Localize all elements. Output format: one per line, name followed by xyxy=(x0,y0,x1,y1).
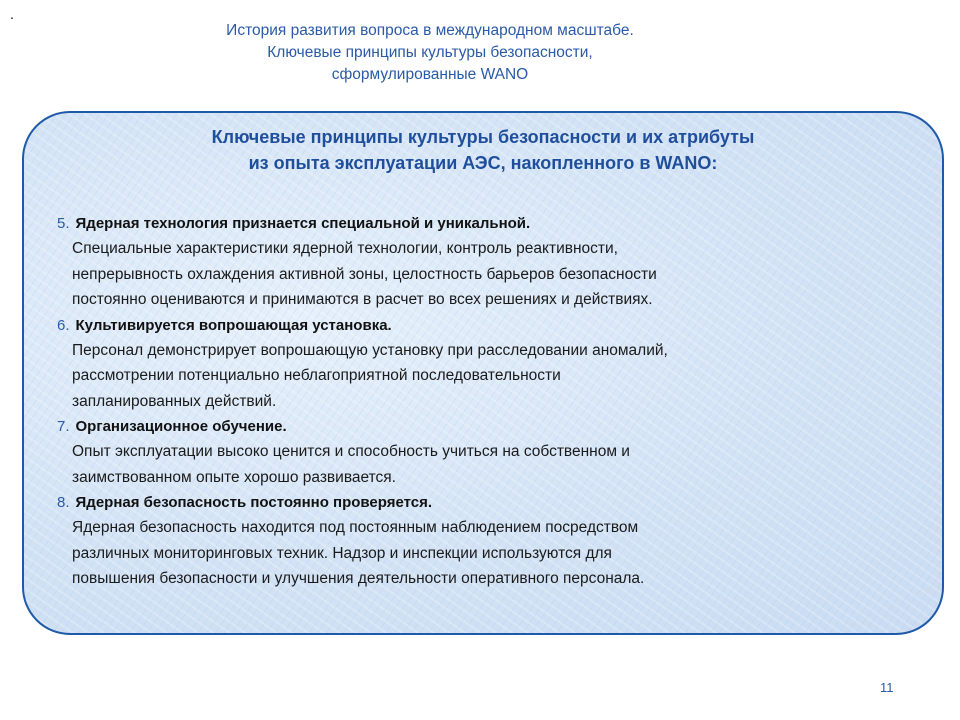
principle-item-8 xyxy=(57,490,917,592)
principle-description xyxy=(57,236,917,313)
principles-panel xyxy=(22,111,944,635)
principle-heading xyxy=(57,490,917,515)
description-line: Специальные характеристики ядерной технологии, контроль реактивности, xyxy=(72,240,618,257)
header-line: История развития вопроса в международном масштабе. xyxy=(226,22,634,39)
principle-number: 6. xyxy=(57,316,70,334)
principle-number: 5. xyxy=(57,215,70,232)
corner-mark: . xyxy=(10,6,14,22)
header-line: сформулированные WANO xyxy=(331,66,529,83)
description-line: различных мониторинговых техник. Надзор и инспекции используются для xyxy=(72,544,612,562)
principle-title: Ядерная технология признается специальной и уникальной. xyxy=(75,215,531,232)
panel-title-line: из опыта эксплуатации АЭС, накопленного в WANO: xyxy=(248,153,718,173)
description-line: заимствованном опыте хорошо развивается. xyxy=(72,468,396,486)
principle-item-6 xyxy=(57,313,917,415)
principle-description xyxy=(57,338,917,415)
description-line: рассмотрении потенциально неблагоприятной последовательности xyxy=(72,367,561,384)
description-line: Персонал демонстрирует вопрошающую установку при расследовании аномалий, xyxy=(72,341,668,359)
principle-item-5 xyxy=(57,211,917,313)
principle-title: Ядерная безопасность постоянно проверяется. xyxy=(75,494,433,511)
description-line: повышения безопасности и улучшения деятельности оперативного персонала. xyxy=(72,570,645,587)
description-line: постоянно оцениваются и принимаются в расчет во всех решениях и действиях. xyxy=(72,291,653,308)
principle-description xyxy=(57,439,917,490)
principle-title: Организационное обучение. xyxy=(75,418,287,435)
description-line: Опыт эксплуатации высоко ценится и способность учиться на собственном и xyxy=(72,443,630,460)
principle-number: 7. xyxy=(57,418,70,435)
principle-item-7 xyxy=(57,414,917,490)
panel-title xyxy=(24,124,942,176)
principle-heading xyxy=(57,414,917,439)
description-line: непрерывность охлаждения активной зоны, целостность барьеров безопасности xyxy=(72,265,657,283)
principle-title: Культивируется вопрошающая установка. xyxy=(75,316,392,334)
description-line: Ядерная безопасность находится под постоянным наблюдением посредством xyxy=(72,519,639,536)
slide-header xyxy=(150,20,710,86)
principle-number: 8. xyxy=(57,494,70,511)
panel-title-line: Ключевые принципы культуры безопасности и их атрибуты xyxy=(211,127,755,147)
principle-heading xyxy=(57,211,917,236)
principles-list xyxy=(57,211,917,592)
page-number: 11 xyxy=(880,680,894,695)
principle-heading xyxy=(57,313,917,338)
description-line: запланированных действий. xyxy=(72,392,277,410)
principle-description xyxy=(57,515,917,592)
header-line: Ключевые принципы культуры безопасности, xyxy=(267,44,593,61)
